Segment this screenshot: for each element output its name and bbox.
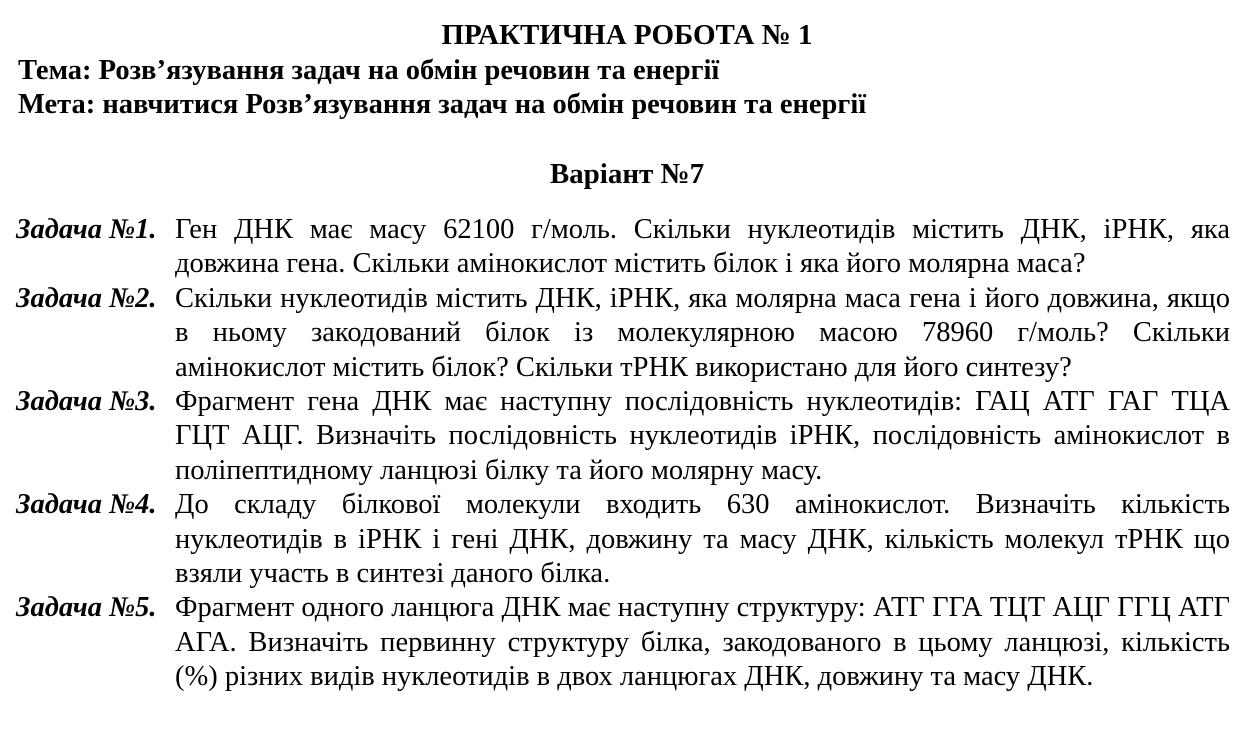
task-text: Фрагмент гена ДНК має наступну послідовність нуклеотидів: ГАЦ АТГ ГАГ ТЦА ГЦТ АЦГ. Визначіть послідовність нуклеотидів іРНК, послідовність амінокислот в поліпептидному ланцюзі білку та його молярну масу. xyxy=(175,386,1230,486)
task-label: Задача №1. xyxy=(16,214,157,245)
task-item xyxy=(0,213,1254,282)
task-item xyxy=(0,282,1254,385)
task-text: Фрагмент одного ланцюга ДНК має наступну структуру: АТГ ГГА ТЦТ АЦГ ГГЦ АТГ АГА. Визначіть первинну структуру білка, закодованого в цьому ланцюзі, кількість (%) різних видів нуклеотидів в двох ланцюгах ДНК, довжину та масу ДНК. xyxy=(175,592,1230,693)
goal-line: Мета: навчитися Розв’язування задач на обмін речовин та енергії xyxy=(18,89,867,120)
task-label: Задача №2. xyxy=(16,282,157,314)
task-item xyxy=(0,385,1254,488)
task-list xyxy=(0,213,1254,695)
task-text: Ген ДНК має масу 62100 г/моль. Скільки нуклеотидів містить ДНК, іРНК, яка довжина гена. Скільки амінокислот містить білок і яка його молярна маса? xyxy=(175,214,1230,280)
task-text: До складу білкової молекули входить 630 амінокислот. Визначіть кількість нуклеотидів в іРНК і гені ДНК, довжину та масу ДНК, кількість молекул тРНК що взяли участь в синтезі даного білка. xyxy=(175,489,1230,590)
task-label: Задача №5. xyxy=(16,592,157,624)
topic-line: Тема: Розв’язування задач на обмін речовин та енергії xyxy=(18,55,720,86)
page-title: ПРАКТИЧНА РОБОТА № 1 xyxy=(441,19,813,51)
variant-heading: Варіант №7 xyxy=(549,158,705,190)
task-text: Скільки нуклеотидів містить ДНК, іРНК, яка молярна маса гена і його довжина, якщо в ньому закодований білок із молекулярною масою 78960 г/моль? Скільки амінокислот містить білок? Скільки тРНК використано для його синтезу? xyxy=(175,282,1230,383)
task-item xyxy=(0,488,1254,591)
task-item xyxy=(0,591,1254,694)
task-label: Задача №3. xyxy=(16,386,157,418)
task-label: Задача №4. xyxy=(16,489,157,521)
